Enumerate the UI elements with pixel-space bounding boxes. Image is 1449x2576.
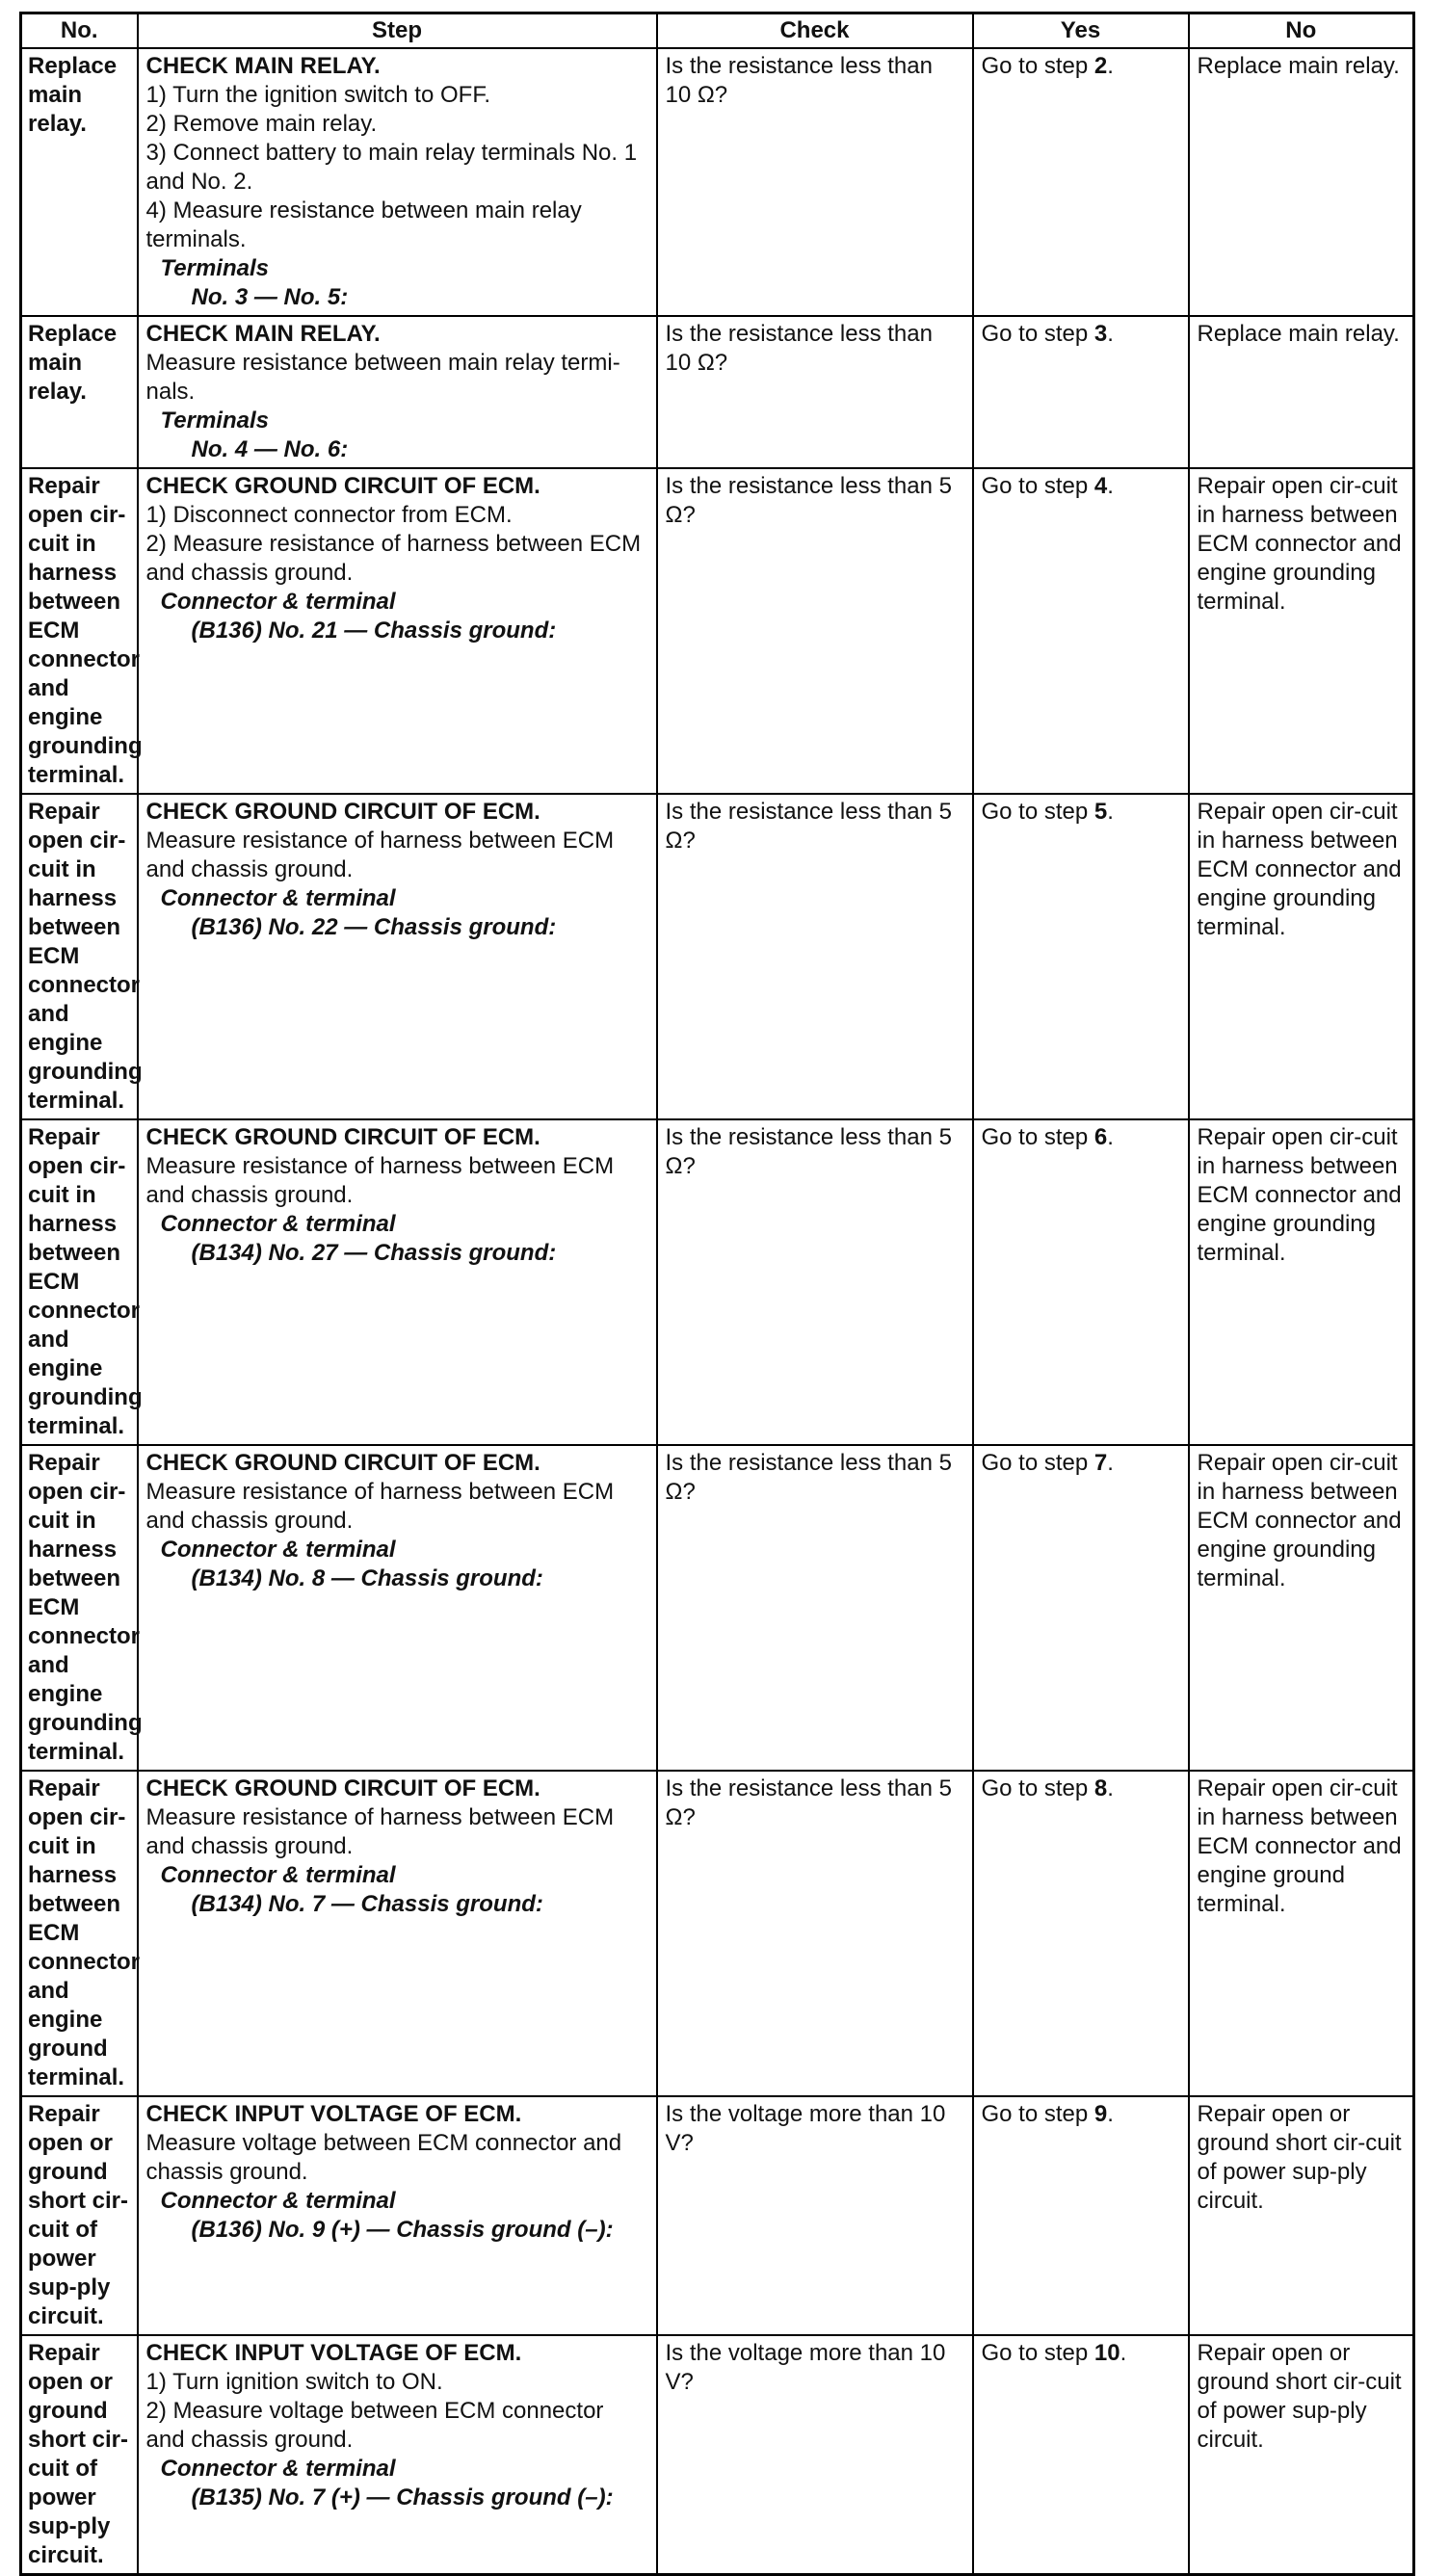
step-cell [138, 316, 657, 468]
spec-label: Connector & terminal [160, 1537, 396, 1563]
yes-cell: Go to step 10. [973, 2335, 1189, 2575]
instruction-line: 2) Measure voltage between ECM connector and chassis ground. [145, 2398, 604, 2453]
step-title: CHECK GROUND CIRCUIT OF ECM. [145, 473, 540, 499]
table-row [21, 316, 1414, 468]
no-cell: Repair open cir-cuit in harness between ECM connector and engine grounding terminal. [1189, 468, 1414, 794]
spec-value: (B135) No. 7 (+) — Chassis ground (–): [191, 2484, 614, 2510]
table-header-row [21, 13, 1414, 49]
spec-value: (B136) No. 22 — Chassis ground: [191, 914, 557, 940]
no-cell: Replace main relay. [1189, 316, 1414, 468]
table-row [21, 794, 1414, 1119]
spec-label: Connector & terminal [160, 2188, 396, 2214]
step-title: CHECK GROUND CIRCUIT OF ECM. [145, 1124, 540, 1150]
step-number: Repair open cir-cuit in harness between ECM connector and engine grounding terminal. [21, 468, 138, 794]
diagnostic-procedure-table [19, 12, 1415, 2576]
step-title: CHECK INPUT VOLTAGE OF ECM. [145, 2101, 522, 2127]
yes-prefix: Go to step [981, 799, 1094, 825]
check-cell: Is the resistance less than 10 Ω? [657, 48, 973, 316]
check-cell: Is the resistance less than 5 Ω? [657, 1119, 973, 1445]
yes-cell: Go to step 6. [973, 1119, 1189, 1445]
instruction-line: Measure resistance between main relay termi-nals. [145, 350, 620, 405]
check-cell: Is the resistance less than 5 Ω? [657, 468, 973, 794]
yes-cell: Go to step 8. [973, 1771, 1189, 2096]
instruction-line: 1) Turn ignition switch to ON. [145, 2369, 443, 2395]
yes-cell: Go to step 4. [973, 468, 1189, 794]
step-number: Repair open cir-cuit in harness between ECM connector and engine grounding terminal. [21, 794, 138, 1119]
yes-step-number: 8 [1093, 1775, 1108, 1801]
step-instructions [146, 349, 648, 407]
spec-label: Connector & terminal [160, 885, 396, 911]
spec-label: Terminals [160, 407, 269, 434]
spec-label: Terminals [160, 255, 269, 281]
spec-value: (B136) No. 9 (+) — Chassis ground (–): [191, 2217, 614, 2243]
yes-prefix: Go to step [981, 53, 1094, 79]
spec-label: Connector & terminal [160, 2456, 396, 2482]
instruction-line: Measure resistance of harness between ECM and chassis ground. [145, 828, 615, 882]
no-cell: Repair open cir-cuit in harness between ECM connector and engine grounding terminal. [1189, 794, 1414, 1119]
no-cell: Repair open or ground short cir-cuit of power sup-ply circuit. [1189, 2096, 1414, 2335]
header-yes: Yes [973, 13, 1189, 49]
step-title: CHECK GROUND CIRCUIT OF ECM. [145, 1450, 540, 1476]
table-row [21, 2335, 1414, 2575]
step-title: CHECK GROUND CIRCUIT OF ECM. [145, 1775, 540, 1801]
no-cell: Replace main relay. [1189, 48, 1414, 316]
no-cell: Repair open cir-cuit in harness between ECM connector and engine ground terminal. [1189, 1771, 1414, 2096]
table-row [21, 2096, 1414, 2335]
step-cell [138, 468, 657, 794]
step-number: Repair open or ground short cir-cuit of power sup-ply circuit. [21, 2335, 138, 2575]
check-cell: Is the resistance less than 10 Ω? [657, 316, 973, 468]
header-no: No. [21, 13, 138, 49]
table-row [21, 1119, 1414, 1445]
instruction-line: Measure resistance of harness between ECM and chassis ground. [145, 1804, 615, 1859]
step-cell [138, 1119, 657, 1445]
instruction-line: Measure resistance of harness between ECM and chassis ground. [145, 1153, 615, 1208]
header-step: Step [138, 13, 657, 49]
instruction-line: Measure voltage between ECM connector and chassis ground. [145, 2130, 622, 2185]
step-number: Replace main relay. [21, 316, 138, 468]
check-cell: Is the voltage more than 10 V? [657, 2335, 973, 2575]
yes-cell: Go to step 2. [973, 48, 1189, 316]
step-instructions [146, 827, 648, 884]
step-cell [138, 1771, 657, 2096]
step-instructions [146, 2129, 648, 2187]
step-instructions [146, 1803, 648, 1861]
yes-prefix: Go to step [981, 1450, 1094, 1476]
step-number: Replace main relay. [21, 48, 138, 316]
step-instructions [146, 501, 648, 588]
step-cell [138, 48, 657, 316]
instruction-line: 4) Measure resistance between main relay terminals. [145, 197, 582, 252]
yes-step-number: 2 [1093, 53, 1108, 79]
check-cell: Is the resistance less than 5 Ω? [657, 1445, 973, 1771]
yes-step-number: 6 [1093, 1124, 1108, 1150]
yes-cell: Go to step 7. [973, 1445, 1189, 1771]
step-instructions [146, 2368, 648, 2455]
spec-value: No. 3 — No. 5: [191, 284, 349, 310]
step-cell [138, 1445, 657, 1771]
step-instructions [146, 1478, 648, 1536]
yes-cell: Go to step 5. [973, 794, 1189, 1119]
instruction-line: 3) Connect battery to main relay terminals No. 1 and No. 2. [145, 140, 638, 195]
yes-prefix: Go to step [981, 473, 1094, 499]
table-row [21, 1445, 1414, 1771]
yes-prefix: Go to step [981, 2101, 1094, 2127]
yes-cell: Go to step 3. [973, 316, 1189, 468]
check-cell: Is the voltage more than 10 V? [657, 2096, 973, 2335]
yes-step-number: 7 [1093, 1450, 1108, 1476]
table-row [21, 48, 1414, 316]
yes-step-number: 3 [1093, 321, 1108, 347]
yes-step-number: 10 [1093, 2340, 1120, 2366]
table-body [21, 48, 1414, 2575]
spec-value: (B134) No. 27 — Chassis ground: [191, 1240, 557, 1266]
step-cell [138, 2096, 657, 2335]
spec-value: No. 4 — No. 6: [191, 436, 349, 462]
step-title: CHECK MAIN RELAY. [145, 53, 381, 79]
table-row [21, 1771, 1414, 2096]
check-cell: Is the resistance less than 5 Ω? [657, 1771, 973, 2096]
spec-value: (B134) No. 7 — Chassis ground: [191, 1891, 543, 1917]
diagnostic-table-container [19, 12, 1412, 2576]
yes-prefix: Go to step [981, 2340, 1094, 2366]
step-title: CHECK INPUT VOLTAGE OF ECM. [145, 2340, 522, 2366]
table-row [21, 468, 1414, 794]
header-no-result: No [1189, 13, 1414, 49]
step-number: Repair open or ground short cir-cuit of power sup-ply circuit. [21, 2096, 138, 2335]
step-number: Repair open cir-cuit in harness between ECM connector and engine grounding terminal. [21, 1445, 138, 1771]
step-number: Repair open cir-cuit in harness between ECM connector and engine grounding terminal. [21, 1119, 138, 1445]
instruction-line: 1) Turn the ignition switch to OFF. [145, 82, 490, 108]
step-title: CHECK GROUND CIRCUIT OF ECM. [145, 799, 540, 825]
step-title: CHECK MAIN RELAY. [145, 321, 381, 347]
spec-value: (B136) No. 21 — Chassis ground: [191, 618, 557, 644]
step-cell [138, 794, 657, 1119]
yes-prefix: Go to step [981, 1775, 1094, 1801]
step-number: Repair open cir-cuit in harness between ECM connector and engine ground terminal. [21, 1771, 138, 2096]
no-cell: Repair open cir-cuit in harness between ECM connector and engine grounding terminal. [1189, 1445, 1414, 1771]
step-cell [138, 2335, 657, 2575]
yes-step-number: 9 [1093, 2101, 1108, 2127]
no-cell: Repair open or ground short cir-cuit of power sup-ply circuit. [1189, 2335, 1414, 2575]
instruction-line: Measure resistance of harness between ECM and chassis ground. [145, 1479, 615, 1534]
instruction-line: 2) Remove main relay. [145, 111, 378, 137]
spec-label: Connector & terminal [160, 589, 396, 615]
check-cell: Is the resistance less than 5 Ω? [657, 794, 973, 1119]
spec-label: Connector & terminal [160, 1862, 396, 1888]
yes-step-number: 5 [1093, 799, 1108, 825]
yes-prefix: Go to step [981, 321, 1094, 347]
yes-step-number: 4 [1093, 473, 1108, 499]
no-cell: Repair open cir-cuit in harness between ECM connector and engine grounding terminal. [1189, 1119, 1414, 1445]
yes-prefix: Go to step [981, 1124, 1094, 1150]
instruction-line: 2) Measure resistance of harness between ECM and chassis ground. [145, 531, 642, 586]
spec-value: (B134) No. 8 — Chassis ground: [191, 1565, 543, 1591]
yes-cell: Go to step 9. [973, 2096, 1189, 2335]
step-instructions [146, 81, 648, 254]
step-instructions [146, 1152, 648, 1210]
instruction-line: 1) Disconnect connector from ECM. [145, 502, 513, 528]
header-check: Check [657, 13, 973, 49]
spec-label: Connector & terminal [160, 1211, 396, 1237]
